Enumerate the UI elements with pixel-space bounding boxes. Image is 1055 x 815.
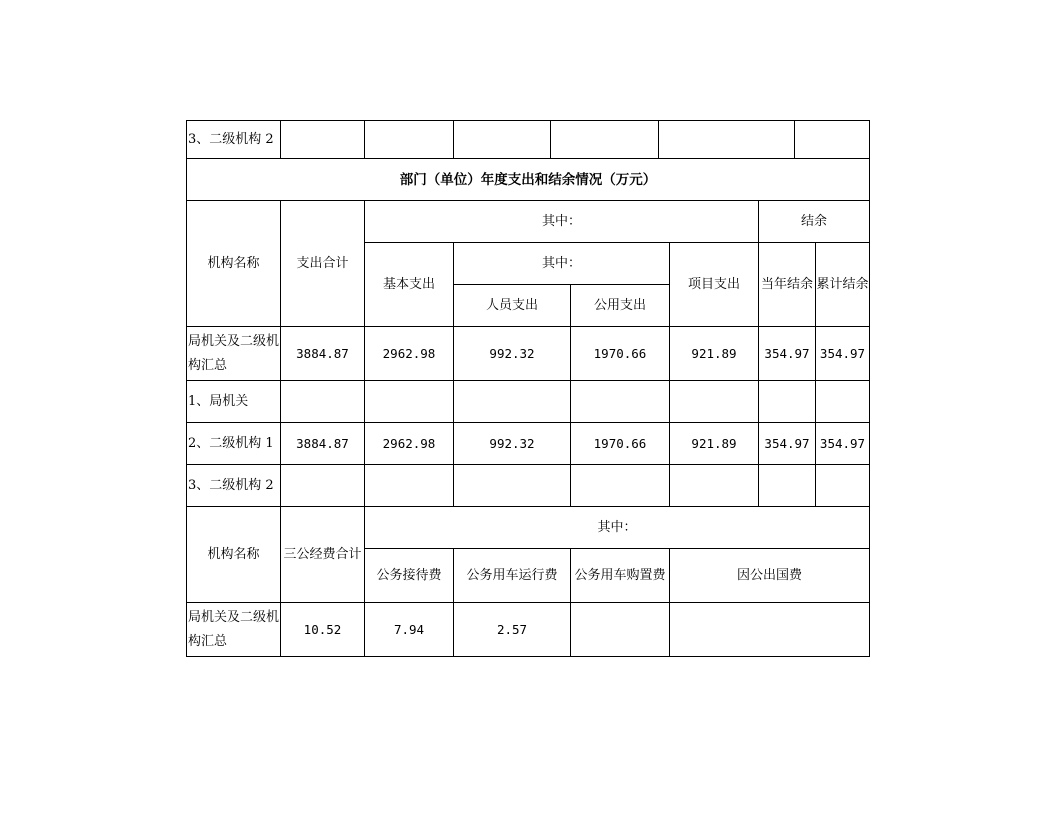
project-cell (670, 381, 759, 423)
personnel-cell (454, 465, 571, 507)
header-basic: 基本支出 (365, 243, 454, 327)
personnel-cell: 992.32 (454, 423, 571, 465)
public-cell: 1970.66 (571, 423, 670, 465)
header-org-name: 机构名称 (187, 507, 281, 603)
header-project: 项目支出 (670, 243, 759, 327)
overseas-cell (670, 603, 870, 657)
expenditure-table (186, 158, 870, 507)
empty-cell (365, 121, 454, 159)
total-cell: 10.52 (281, 603, 365, 657)
total-cell (281, 465, 365, 507)
public-cell (571, 465, 670, 507)
total-cell (281, 381, 365, 423)
table-row (187, 381, 870, 423)
document-page (186, 120, 869, 657)
org-name-cell: 3、二级机构 2 (187, 121, 281, 159)
empty-cell (659, 121, 795, 159)
cum-balance-cell (816, 465, 870, 507)
header-total: 三公经费合计 (281, 507, 365, 603)
project-cell (670, 465, 759, 507)
table-row (187, 327, 870, 381)
org-name-cell: 2、二级机构 1 (187, 423, 281, 465)
basic-cell: 2962.98 (365, 327, 454, 381)
cum-balance-cell: 354.97 (816, 327, 870, 381)
top-table (186, 120, 870, 159)
project-cell: 921.89 (670, 327, 759, 381)
header-public: 公用支出 (571, 285, 670, 327)
org-name-cell: 局机关及二级机构汇总 (187, 327, 281, 381)
total-cell: 3884.87 (281, 423, 365, 465)
project-cell: 921.89 (670, 423, 759, 465)
header-reception: 公务接待费 (365, 549, 454, 603)
basic-cell (365, 465, 454, 507)
vehicle-purchase-cell (571, 603, 670, 657)
header-total: 支出合计 (281, 201, 365, 327)
year-balance-cell: 354.97 (759, 423, 816, 465)
empty-cell (281, 121, 365, 159)
table-row (187, 423, 870, 465)
personnel-cell (454, 381, 571, 423)
empty-cell (551, 121, 659, 159)
table-row (187, 603, 870, 657)
reception-cell: 7.94 (365, 603, 454, 657)
total-cell: 3884.87 (281, 327, 365, 381)
public-cell: 1970.66 (571, 327, 670, 381)
personnel-cell: 992.32 (454, 327, 571, 381)
table-title: 部门（单位）年度支出和结余情况（万元） (187, 159, 870, 201)
basic-cell: 2962.98 (365, 423, 454, 465)
header-year-balance: 当年结余 (759, 243, 816, 327)
header-vehicle-purchase: 公务用车购置费 (571, 549, 670, 603)
vehicle-operation-cell: 2.57 (454, 603, 571, 657)
cum-balance-cell: 354.97 (816, 423, 870, 465)
year-balance-cell: 354.97 (759, 327, 816, 381)
org-name-cell: 3、二级机构 2 (187, 465, 281, 507)
table-row (187, 121, 870, 159)
header-row (187, 507, 870, 549)
org-name-cell: 局机关及二级机构汇总 (187, 603, 281, 657)
header-basic-of-which: 其中： (454, 243, 670, 285)
header-overseas: 因公出国费 (670, 549, 870, 603)
public-cell (571, 381, 670, 423)
header-org-name: 机构名称 (187, 201, 281, 327)
table-row (187, 465, 870, 507)
header-cumulative-balance: 累计结余 (816, 243, 870, 327)
header-row (187, 201, 870, 243)
header-balance: 结余 (759, 201, 870, 243)
org-name-cell: 1、局机关 (187, 381, 281, 423)
empty-cell (454, 121, 551, 159)
header-of-which: 其中： (365, 201, 759, 243)
cum-balance-cell (816, 381, 870, 423)
title-row (187, 159, 870, 201)
header-personnel: 人员支出 (454, 285, 571, 327)
year-balance-cell (759, 465, 816, 507)
basic-cell (365, 381, 454, 423)
header-vehicle-operation: 公务用车运行费 (454, 549, 571, 603)
three-public-table (186, 506, 870, 657)
header-of-which: 其中： (365, 507, 870, 549)
year-balance-cell (759, 381, 816, 423)
empty-cell (795, 121, 870, 159)
